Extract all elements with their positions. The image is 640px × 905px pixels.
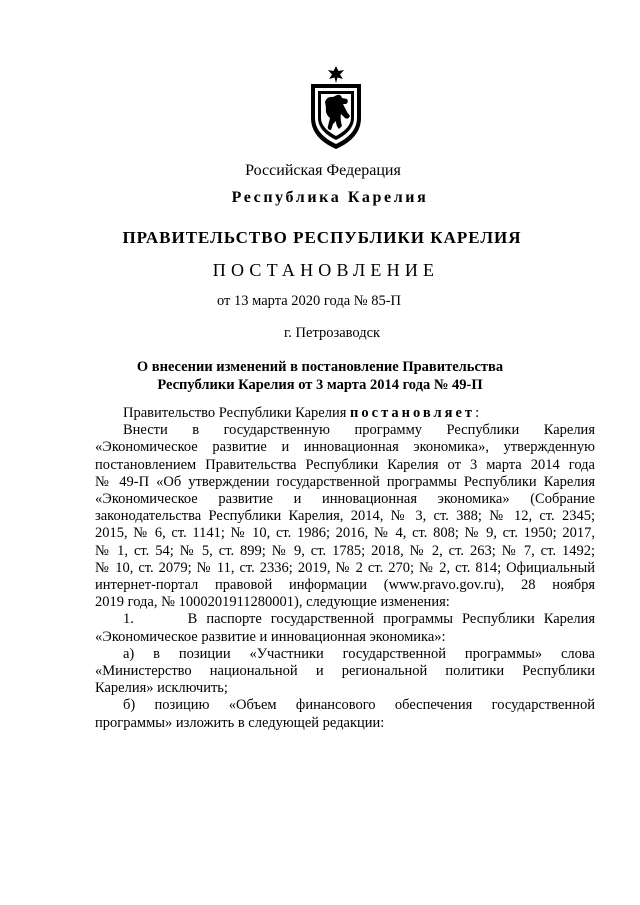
republic-heading: Республика Карелия (231, 189, 429, 206)
body-line: 2019 года, № 1000201911280001), следующие изменения: (95, 594, 450, 611)
body-line: Карелия» исключить; (95, 680, 228, 697)
body-line: постановлением Правительства Республики Карелия от 3 марта 2014 года (95, 456, 595, 473)
title-line-1: О внесении изменений в постановление Правительства (136, 359, 504, 375)
karelia-coat-of-arms-icon (307, 66, 365, 150)
body-line: «Министерство национальной и региональной политики Республики (95, 663, 595, 680)
government-heading: ПРАВИТЕЛЬСТВО РЕСПУБЛИКИ КАРЕЛИЯ (122, 228, 522, 247)
body-line: интернет-портал правовой информации (www.pravo.gov.ru), 28 ноября (95, 577, 595, 594)
body-line: Внести в государственную программу Республики Карелия (123, 422, 595, 439)
body-line: «Экономическое развитие и инновационная экономика», утвержденную (95, 439, 595, 456)
preamble-tail: : (475, 405, 480, 421)
body-line: № 10, ст. 2079; № 11, ст. 2336; 2019, № 2 ст. 270; № 2, ст. 814; Официальный (95, 559, 595, 576)
body-line: № 49-П «Об утверждении государственной программы Республики Карелия (95, 473, 595, 490)
title-line-2: Республики Карелия от 3 марта 2014 года № 49-П (157, 377, 483, 393)
preamble-keyword: постановляет (350, 405, 476, 421)
body-line: № 1, ст. 54; № 5, ст. 899; № 9, ст. 1785; 2018, № 2, ст. 263; № 7, ст. 1492; (95, 542, 595, 559)
document-date-number: от 13 марта 2020 года № 85-П (217, 293, 402, 309)
body-line: б) позицию «Объем финансового обеспечения государственной (123, 697, 595, 714)
body-line: законодательства Республики Карелия, 2014, № 3, ст. 388; № 12, ст. 2345; (95, 508, 595, 525)
federation-heading: Российская Федерация (245, 162, 401, 179)
body-line: а) в позиции «Участники государственной программы» слова (123, 645, 595, 662)
body-line: 1. В паспорте государственной программы Республики Карелия (123, 611, 595, 628)
document-body (95, 405, 595, 732)
preamble (95, 405, 595, 422)
body-line: 2015, № 6, ст. 1141; № 10, ст. 1986; 2016, № 4, ст. 808; № 9, ст. 1950; 2017, (95, 525, 595, 542)
document-type-heading: ПОСТАНОВЛЕНИЕ (212, 260, 440, 280)
body-line: «Экономическое развитие и инновационная экономика»: (95, 628, 446, 645)
document-title (100, 358, 540, 394)
body-line: программы» изложить в следующей редакции: (95, 714, 385, 731)
document-city: г. Петрозаводск (284, 325, 381, 341)
body-line: «Экономическое развитие и инновационная экономика» (Собрание (95, 491, 595, 508)
preamble-lead: Правительство Республики Карелия (123, 405, 351, 421)
